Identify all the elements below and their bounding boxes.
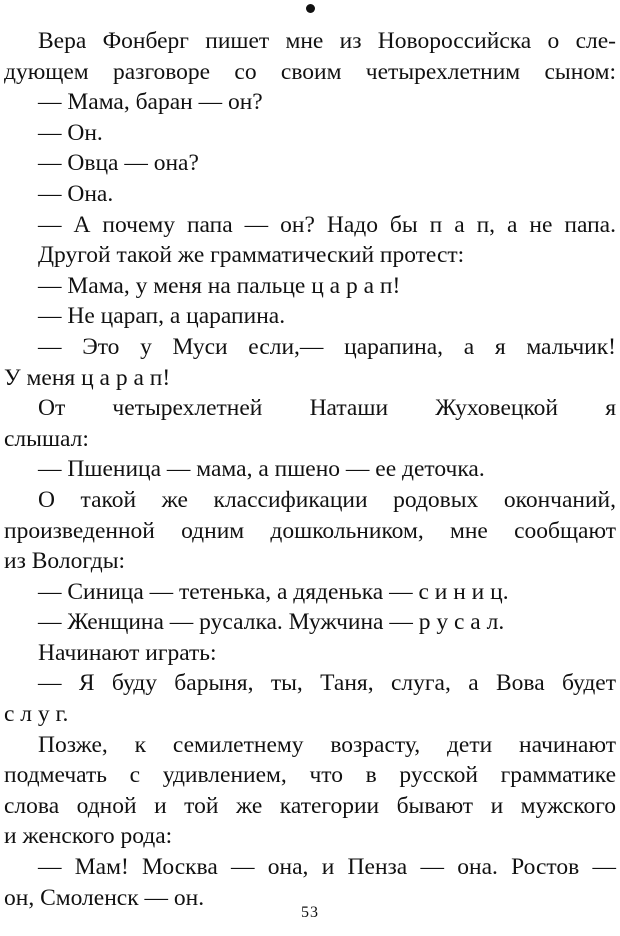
text-line: — Пшеница — мама, а пшено — ее деточка. bbox=[38, 456, 485, 483]
page-text bbox=[4, 26, 616, 913]
text-line: — Женщина — русалка. Мужчина — р у с а л. bbox=[38, 609, 505, 636]
text-line: — Овца — она? bbox=[38, 150, 199, 177]
text-line: О такой же классификации родовых окончаний, bbox=[38, 486, 616, 513]
text-line: и женского рода: bbox=[4, 823, 173, 850]
text-line: слышал: bbox=[4, 425, 89, 452]
text-line: Вера Фонберг пишет мне из Новороссийска о сле- bbox=[38, 28, 616, 54]
text-line: Начинают играть: bbox=[38, 639, 217, 666]
text-line: Другой такой же грамматический протест: bbox=[38, 242, 465, 269]
text-line: — Мама, баран — он? bbox=[38, 89, 263, 116]
text-line: дующем разговоре со своим четырехлетним сыном: bbox=[4, 58, 616, 85]
text-line: слова одной и той же категории бывают и мужского bbox=[4, 792, 616, 819]
text-line: — Это у Муси если,— царапина, а я мальчик! bbox=[38, 333, 616, 360]
text-line: — Она. bbox=[38, 180, 114, 207]
text-line: подмечать с удивлением, что в русской грамматике bbox=[4, 762, 616, 789]
text-line: из Вологды: bbox=[4, 548, 126, 575]
text-line: Позже, к семилетнему возрасту, дети начинают bbox=[38, 731, 616, 758]
text-line: — А почему папа — он? Надо бы п а п, а не папа. bbox=[38, 211, 616, 238]
section-bullet-icon bbox=[306, 4, 315, 13]
text-line: с л у г. bbox=[4, 701, 69, 728]
text-line: — Он. bbox=[38, 119, 103, 146]
page-number: 53 bbox=[301, 904, 319, 921]
text-line: — Я буду барыня, ты, Таня, слуга, а Вова будет bbox=[38, 670, 616, 697]
text-line: — Не царап, а царапина. bbox=[38, 303, 286, 330]
text-line: он, Смоленск — он. bbox=[4, 884, 205, 911]
text-line: произведенной одним дошкольником, мне сообщают bbox=[4, 517, 616, 544]
text-line: У меня ц а р а п! bbox=[4, 364, 171, 391]
text-line: — Синица — тетенька, а дяденька — с и н и ц. bbox=[38, 578, 509, 605]
text-line: От четырехлетней Наташи Жуховецкой я bbox=[38, 395, 616, 422]
text-line: — Мам! Москва — она, и Пенза — она. Ростов — bbox=[38, 854, 616, 881]
text-line: — Мама, у меня на пальце ц а р а п! bbox=[38, 272, 401, 299]
